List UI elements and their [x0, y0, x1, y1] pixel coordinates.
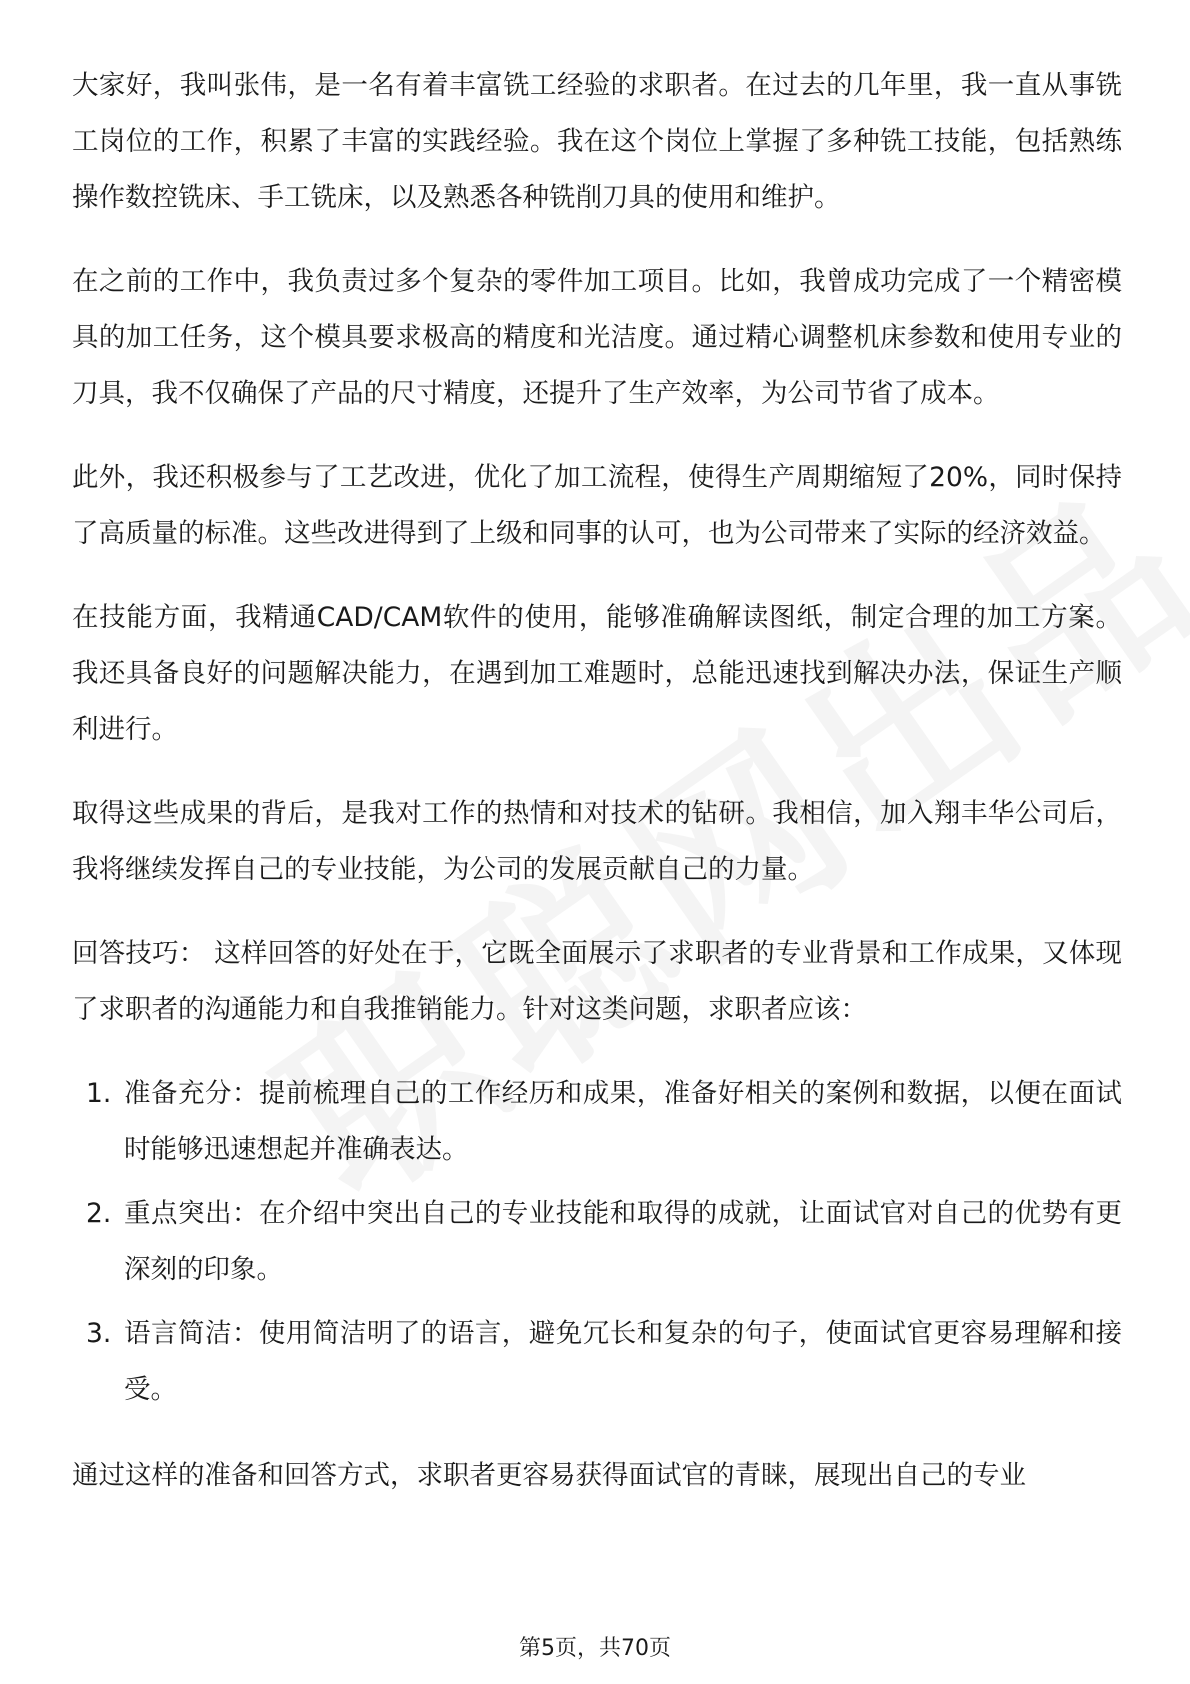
list-item-text: 重点突出：在介绍中突出自己的专业技能和取得的成就，让面试官对自己的优势有更深刻的印象。 — [124, 1198, 1122, 1285]
paragraph-answer-tips: 回答技巧： 这样回答的好处在于，它既全面展示了求职者的专业背景和工作成果，又体现了求职者的沟通能力和自我推销能力。针对这类问题，求职者应该： — [72, 938, 1122, 1025]
paragraph-closing: 通过这样的准备和回答方式，求职者更容易获得面试官的青睐，展现出自己的专业 — [72, 1460, 1026, 1491]
list-item — [72, 1306, 1122, 1418]
page-number: 第5页，共70页 — [519, 1636, 671, 1661]
list-item-text: 语言简洁：使用简洁明了的语言，避免冗长和复杂的句子，使面试官更容易理解和接受。 — [124, 1318, 1122, 1405]
tips-list — [72, 1066, 1122, 1418]
paragraph-intro: 大家好，我叫张伟，是一名有着丰富铣工经验的求职者。在过去的几年里，我一直从事铣工岗位的工作，积累了丰富的实践经验。我在这个岗位上掌握了多种铣工技能，包括熟练操作数控铣床、手工铣床，以及熟悉各种铣削刀具的使用和维护。 — [72, 70, 1122, 213]
paragraph-project: 在之前的工作中，我负责过多个复杂的零件加工项目。比如，我曾成功完成了一个精密模具的加工任务，这个模具要求极高的精度和光洁度。通过精心调整机床参数和使用专业的刀具，我不仅确保了产品的尺寸精度，还提升了生产效率，为公司节省了成本。 — [72, 266, 1122, 409]
list-item — [72, 1186, 1122, 1298]
list-item — [72, 1066, 1122, 1178]
list-item-text: 准备充分：提前梳理自己的工作经历和成果，准备好相关的案例和数据，以便在面试时能够迅速想起并准确表达。 — [124, 1078, 1122, 1165]
list-number: 2. — [86, 1198, 112, 1229]
document-body — [72, 58, 1122, 1532]
list-number: 3. — [86, 1318, 112, 1349]
paragraph-improvement: 此外，我还积极参与了工艺改进，优化了加工流程，使得生产周期缩短了20%，同时保持了高质量的标准。这些改进得到了上级和同事的认可，也为公司带来了实际的经济效益。 — [72, 462, 1122, 549]
paragraph-skills: 在技能方面，我精通CAD/CAM软件的使用，能够准确解读图纸，制定合理的加工方案。我还具备良好的问题解决能力，在遇到加工难题时，总能迅速找到解决办法，保证生产顺利进行。 — [72, 602, 1122, 745]
list-number: 1. — [86, 1078, 112, 1109]
paragraph-motivation: 取得这些成果的背后，是我对工作的热情和对技术的钻研。我相信，加入翔丰华公司后，我将继续发挥自己的专业技能，为公司的发展贡献自己的力量。 — [72, 798, 1122, 885]
